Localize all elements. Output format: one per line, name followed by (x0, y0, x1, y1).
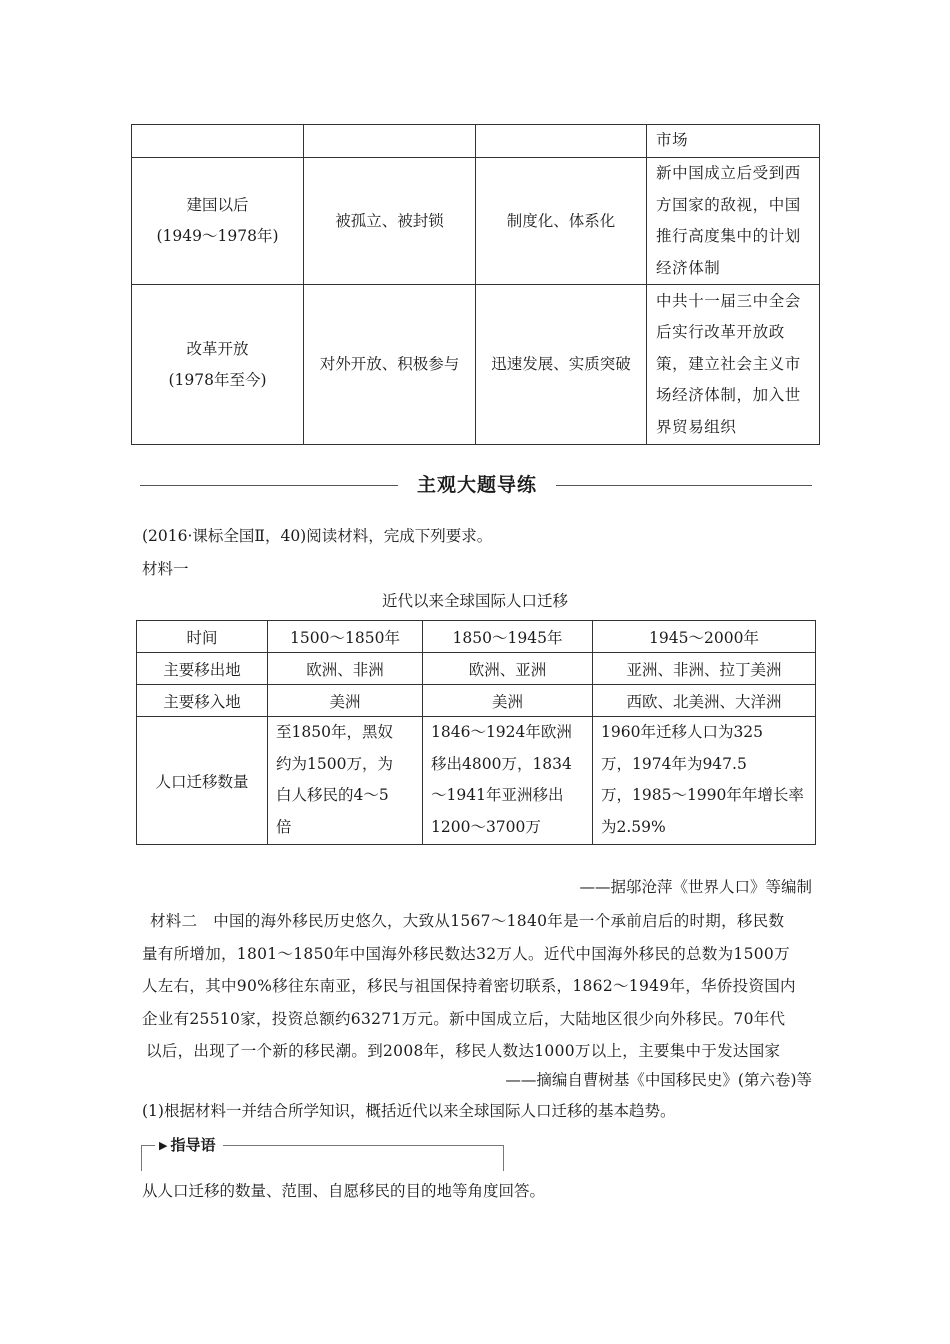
period-label: 改革开放 (186, 339, 249, 358)
table-cell (304, 125, 476, 158)
note-line: 后实行改革开放政 (656, 323, 785, 342)
table-cell: 人口迁移数量 (137, 717, 268, 845)
source-citation: ——据邬沧萍《世界人口》等编制 (579, 878, 812, 896)
note-line: 界贸易组织 (656, 417, 737, 436)
table-cell-feature: 迅速发展、实质突破 (476, 285, 647, 445)
period-label: 建国以后 (186, 196, 249, 214)
table-cell-feature: 制度化、体系化 (476, 158, 647, 285)
section-heading (140, 470, 812, 500)
table-cell (476, 125, 647, 158)
header-cell: 时间 (137, 621, 268, 653)
table-cell-note (647, 285, 820, 445)
table-cell-status: 对外开放、积极参与 (304, 285, 476, 445)
cell-line: 约为1500万，为 (276, 754, 393, 773)
guide-label (155, 1133, 223, 1158)
divider (556, 485, 812, 486)
table-cell: 美洲 (423, 685, 593, 717)
play-arrow-icon: ▶ (159, 1139, 168, 1152)
table-row (137, 653, 816, 685)
material1-label: 材料一 (142, 560, 189, 578)
note-line: 经济体制 (656, 258, 721, 277)
cell-line: 为2.59% (601, 817, 666, 836)
migration-table (136, 620, 816, 845)
cell-line: ～1941年亚洲移出 (431, 786, 564, 804)
period-years: (1949～1978年) (156, 227, 279, 245)
table-cell-note (647, 158, 820, 285)
material2-paragraph (142, 905, 812, 1068)
table-cell: 西欧、北美洲、大洋洲 (593, 685, 816, 717)
header-cell: 1850～1945年 (423, 621, 593, 653)
table-cell: 亚洲、非洲、拉丁美洲 (593, 653, 816, 685)
table-cell-period (132, 285, 304, 445)
divider (503, 1145, 504, 1171)
note-line: 策，建立社会主义市 (656, 354, 801, 373)
note-line: 方国家的敌视，中国 (656, 195, 801, 214)
guide-label-text: 指导语 (170, 1136, 216, 1154)
guide-text: 从人口迁移的数量、范围、自愿移民的目的地等角度回答。 (142, 1182, 546, 1200)
cell-line: 1960年迁移人口为325 (601, 723, 764, 741)
paragraph-line: 企业有25510家，投资总额约63271万元。新中国成立后，大陆地区很少向外移民。70年代 (142, 1009, 786, 1028)
note-line: 场经济体制，加入世 (656, 386, 801, 405)
section-title: 主观大题导练 (416, 474, 537, 496)
cell-line: 1200～3700万 (431, 817, 541, 836)
table-cell-status: 被孤立、被封锁 (304, 158, 476, 285)
source-citation: ——摘编自曹树基《中国移民史》(第六卷)等 (505, 1071, 812, 1089)
cell-line: 白人移民的4～5 (276, 786, 389, 804)
question-1: (1)根据材料一并结合所学知识，概括近代以来全球国际人口迁移的基本趋势。 (142, 1102, 676, 1120)
cell-line: 万，1974年为947.5 (601, 754, 747, 773)
table-row (137, 717, 816, 845)
header-cell: 1500～1850年 (268, 621, 423, 653)
guide-box (141, 1136, 504, 1172)
paragraph-line: 人左右，其中90%移往东南亚，移民与祖国保持着密切联系，1862～1949年，华侨投资国内 (142, 977, 796, 995)
cell-line: 1846～1924年欧洲 (431, 723, 572, 741)
paragraph-line: 以后，出现了一个新的移民潮。到2008年，移民人数达1000万以上，主要集中于发达国家 (146, 1042, 781, 1060)
development-table (131, 124, 820, 445)
table-cell (268, 717, 423, 845)
question-source: (2016·课标全国Ⅱ，40)阅读材料，完成下列要求。 (142, 527, 493, 545)
period-years: (1978年至今) (168, 370, 267, 389)
cell-line: 倍 (276, 817, 292, 836)
table-cell: 欧洲、非洲 (268, 653, 423, 685)
table-row (132, 285, 820, 445)
divider (140, 485, 398, 486)
note-line: 推行高度集中的计划 (656, 227, 801, 245)
paragraph-line: 材料二 中国的海外移民历史悠久，大致从1567～1840年是一个承前启后的时期，移民数 (150, 912, 785, 930)
table-cell: 美洲 (268, 685, 423, 717)
table-cell (423, 717, 593, 845)
note-line: 中共十一届三中全会 (656, 291, 801, 310)
table-row (132, 158, 820, 285)
table-caption: 近代以来全球国际人口迁移 (381, 592, 568, 610)
table-cell: 主要移入地 (137, 685, 268, 717)
table-cell (593, 717, 816, 845)
header-cell: 1945～2000年 (593, 621, 816, 653)
table-cell: 欧洲、亚洲 (423, 653, 593, 685)
table-cell: 主要移出地 (137, 653, 268, 685)
note-line: 新中国成立后受到西 (656, 164, 801, 182)
cell-line: 万，1985～1990年年增长率 (601, 786, 804, 804)
note-line: 市场 (656, 131, 689, 150)
paragraph-line: 量有所增加，1801～1850年中国海外移民数达32万人。近代中国海外移民的总数为1500万 (142, 944, 790, 963)
table-row (132, 125, 820, 158)
table-cell-note (647, 125, 820, 158)
divider (141, 1145, 142, 1171)
table-row (137, 685, 816, 717)
table-cell-period (132, 158, 304, 285)
table-cell (132, 125, 304, 158)
cell-line: 至1850年，黑奴 (276, 723, 393, 741)
table-header-row (137, 621, 816, 653)
cell-line: 移出4800万，1834 (431, 754, 572, 773)
